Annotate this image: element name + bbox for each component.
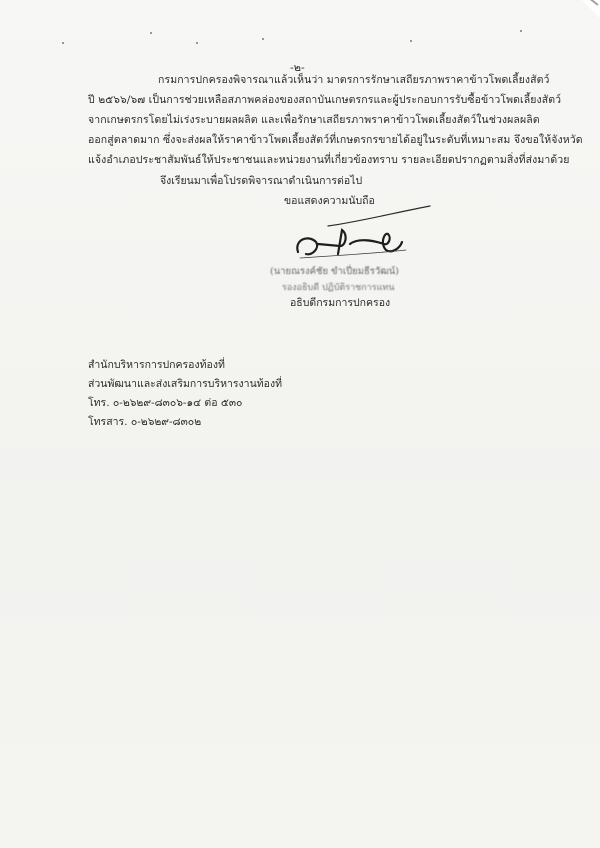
scan-speck (196, 42, 198, 44)
body-line: ปี ๒๕๖๖/๖๗ เป็นการช่วยเหลือสภาพคล่องของสถาบันเกษตรกรและผู้ประกอบการรับซื้อข้าวโพดเลี้ยงสัตว์ (88, 94, 562, 106)
letter-body (88, 70, 583, 170)
scan-speck (410, 40, 412, 42)
scan-speck (520, 30, 522, 32)
regards-line: ขอแสดงความนับถือ (284, 195, 375, 207)
signer-role: รองอธิบดี ปฏิบัติราชการแทน (282, 283, 395, 293)
contact-office: สำนักบริหารการปกครองท้องที่ (88, 359, 225, 371)
contact-block (88, 356, 282, 432)
body-line: ออกสู่ตลาดมาก ซึ่งจะส่งผลให้ราคาข้าวโพดเลี้ยงสัตว์ที่เกษตรกรขายได้อยู่ในระดับที่เหมาะสม จึงขอให้จังหวัด (88, 134, 583, 146)
contact-division: ส่วนพัฒนาและส่งเสริมการบริหารงานท้องที่ (88, 378, 283, 390)
scan-speck (150, 32, 152, 34)
page-number: -๒- (290, 61, 305, 74)
body-line: กรมการปกครองพิจารณาแล้วเห็นว่า มาตรการรักษาเสถียรภาพราคาข้าวโพดเลี้ยงสัตว์ (158, 74, 550, 86)
closing-line: จึงเรียนมาเพื่อโปรดพิจารณาดำเนินการต่อไป (160, 175, 363, 187)
signer-title: อธิบดีกรมการปกครอง (290, 297, 391, 309)
body-line: แจ้งอำเภอประชาสัมพันธ์ให้ประชาชนและหน่วยงานที่เกี่ยวข้องทราบ รายละเอียดปรากฏตามสิ่งที่ส่งมาด้วย (88, 154, 570, 166)
signer-name: (นายณรงค์ชัย ขำเปี่ยมธีรวัฒน์) (270, 266, 399, 277)
contact-fax: โทรสาร. ๐-๒๖๒๙-๘๓๐๒ (88, 416, 202, 428)
scan-speck (62, 42, 64, 44)
contact-phone: โทร. ๐-๒๖๒๙-๘๓๐๖-๑๔ ต่อ ๕๓๐ (88, 397, 243, 409)
scan-speck (262, 38, 264, 40)
body-line: จากเกษตรกรโดยไม่เร่งระบายผลผลิต และเพื่อรักษาเสถียรภาพราคาข้าวโพดเลี้ยงสัตว์ในช่วงผลผลิต (88, 114, 540, 126)
